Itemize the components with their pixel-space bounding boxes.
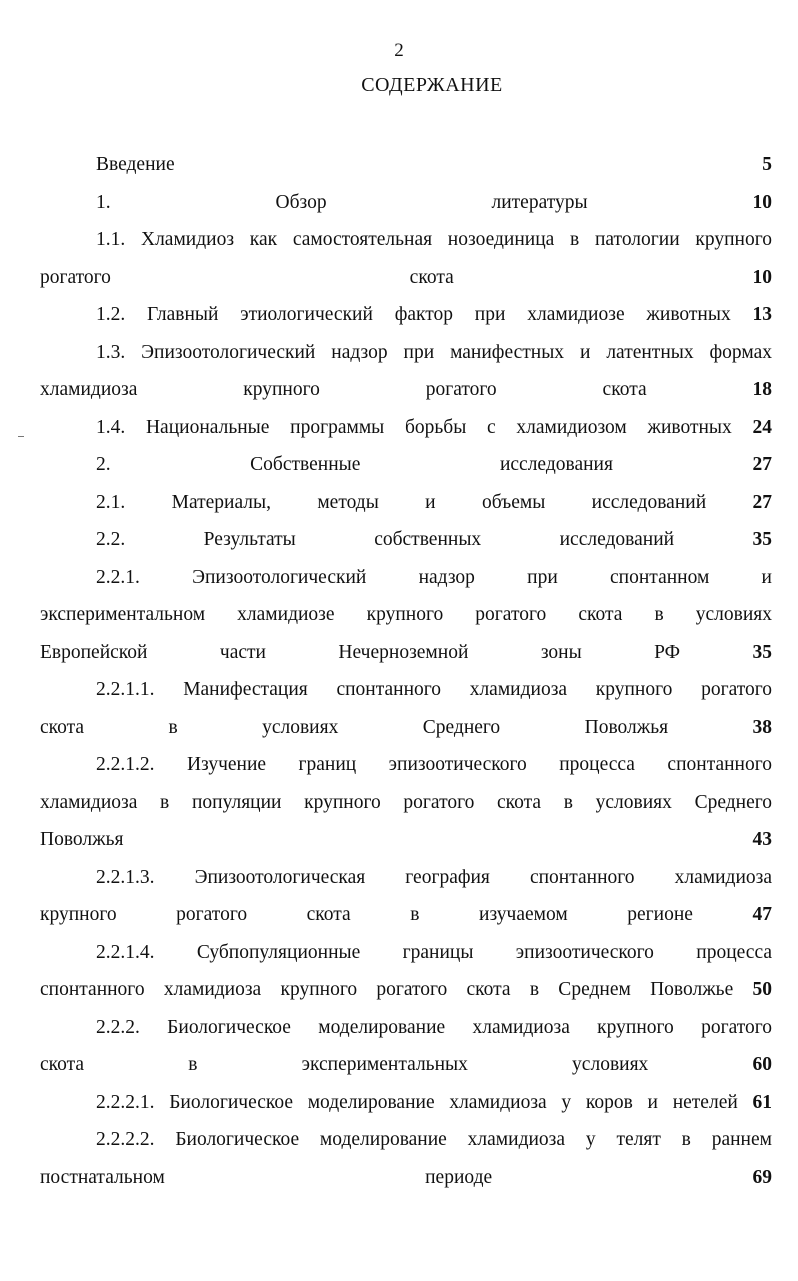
table-of-contents <box>40 146 772 1196</box>
toc-page-number: 27 <box>752 491 772 513</box>
toc-entry-text: 2.2.2.1. Биологическое моделирование хламидиоза у коров и нетелей <box>96 1091 738 1113</box>
toc-entry <box>40 296 772 334</box>
toc-entry <box>40 934 772 1009</box>
toc-page-number: 35 <box>752 529 773 550</box>
toc-entry <box>40 184 772 222</box>
toc-entry-text: 1.2. Главный этиологический фактор при хламидиозе животных <box>96 304 731 325</box>
toc-line <box>40 334 772 372</box>
toc-entry-text: 2.2.1.3. Эпизоотологическая география спонтанного хламидиоза <box>96 866 772 888</box>
toc-line <box>40 934 772 972</box>
toc-line <box>40 409 772 447</box>
toc-page-number: 27 <box>752 454 772 475</box>
toc-line <box>40 559 772 597</box>
toc-entry-text: 2.2.1.2. Изучение границ эпизоотического процесса спонтанного <box>96 754 772 775</box>
toc-entry <box>40 859 772 934</box>
toc-page-number: 18 <box>752 379 772 400</box>
toc-line <box>40 709 772 747</box>
toc-line <box>40 296 772 334</box>
toc-line <box>40 1159 772 1197</box>
page-title: СОДЕРЖАНИЕ <box>361 74 503 96</box>
toc-page-number: 60 <box>752 1054 773 1075</box>
toc-entry-text: скота в экспериментальных условиях <box>40 1054 649 1075</box>
toc-line <box>40 634 772 672</box>
toc-page-number: 35 <box>752 641 772 663</box>
page-number: 2 <box>394 40 404 61</box>
margin-mark <box>18 436 24 437</box>
toc-line <box>40 184 772 222</box>
toc-page-number: 47 <box>752 904 772 925</box>
toc-line <box>40 1046 772 1084</box>
toc-entry-text: 2.2.1.1. Манифестация спонтанного хламидиоза крупного рогатого <box>96 679 772 700</box>
toc-entry <box>40 409 772 447</box>
toc-entry-text: 2.2.2. Биологическое моделирование хламидиоза крупного рогатого <box>96 1016 772 1038</box>
toc-line <box>40 146 772 184</box>
toc-line <box>40 1121 772 1159</box>
toc-entry <box>40 521 772 559</box>
toc-entry-text: 2.2.1.4. Субпопуляционные границы эпизоотического процесса <box>96 941 772 963</box>
toc-entry-text: хламидиоза в популяции крупного рогатого скота в условиях Среднего <box>40 791 772 813</box>
toc-entry <box>40 1121 772 1196</box>
toc-page-number: 43 <box>752 829 772 850</box>
toc-entry <box>40 146 772 184</box>
toc-entry-text: Европейской части Нечерноземной зоны РФ <box>40 641 681 663</box>
toc-entry <box>40 1009 772 1084</box>
toc-entry-text: Введение <box>96 154 175 175</box>
toc-line <box>40 971 772 1009</box>
toc-entry <box>40 559 772 672</box>
toc-page-number: 10 <box>752 191 772 213</box>
toc-line <box>40 521 772 559</box>
toc-line <box>40 1009 772 1047</box>
toc-entry-text: постнатальном периоде <box>40 1166 493 1188</box>
toc-entry <box>40 446 772 484</box>
toc-line <box>40 1084 772 1122</box>
toc-entry <box>40 221 772 296</box>
toc-line <box>40 446 772 484</box>
toc-entry-text: 1.1. Хламидиоз как самостоятельная нозоединица в патологии крупного <box>96 229 772 250</box>
toc-line <box>40 784 772 822</box>
toc-entry <box>40 671 772 746</box>
toc-entry-text: 1. Обзор литературы <box>96 191 588 213</box>
toc-line <box>40 671 772 709</box>
toc-entry <box>40 484 772 522</box>
toc-entry-text: 1.3. Эпизоотологический надзор при манифестных и латентных формах <box>96 341 772 363</box>
toc-entry-text: 2.2.2.2. Биологическое моделирование хламидиоза у телят в раннем <box>96 1129 772 1150</box>
toc-line <box>40 596 772 634</box>
toc-entry-text: спонтанного хламидиоза крупного рогатого скота в Среднем Поволжье <box>40 979 734 1000</box>
toc-page-number: 38 <box>752 716 772 738</box>
toc-entry-text: рогатого скота <box>40 266 454 288</box>
toc-line <box>40 859 772 897</box>
toc-entry-text: 2. Собственные исследования <box>96 454 613 475</box>
toc-page-number: 24 <box>752 416 772 438</box>
toc-entry-text: хламидиоза крупного рогатого скота <box>40 379 647 400</box>
toc-entry-text: 2.2. Результаты собственных исследований <box>96 529 675 550</box>
toc-entry-text: крупного рогатого скота в изучаемом регионе <box>40 904 693 925</box>
toc-line <box>40 371 772 409</box>
toc-page-number: 61 <box>752 1091 772 1113</box>
toc-entry <box>40 1084 772 1122</box>
toc-page-number: 69 <box>752 1166 772 1188</box>
toc-page-number: 13 <box>752 304 773 325</box>
toc-line <box>40 821 772 859</box>
toc-entry <box>40 334 772 409</box>
toc-page-number: 50 <box>752 979 772 1000</box>
toc-line <box>40 484 772 522</box>
toc-entry-text: 2.2.1. Эпизоотологический надзор при спонтанном и <box>96 566 772 588</box>
toc-entry-text: 2.1. Материалы, методы и объемы исследований <box>96 491 707 513</box>
toc-line <box>40 746 772 784</box>
toc-line <box>40 259 772 297</box>
toc-entry-text: Поволжья <box>40 829 124 850</box>
toc-entry <box>40 746 772 859</box>
toc-entry-text: скота в условиях Среднего Поволжья <box>40 716 669 738</box>
toc-line <box>40 221 772 259</box>
toc-entry-text: 1.4. Национальные программы борьбы с хламидиозом животных <box>96 416 732 438</box>
toc-page-number: 5 <box>762 154 772 175</box>
toc-line <box>40 896 772 934</box>
toc-page-number: 10 <box>752 266 772 288</box>
toc-entry-text: экспериментальном хламидиозе крупного рогатого скота в условиях <box>40 604 772 625</box>
